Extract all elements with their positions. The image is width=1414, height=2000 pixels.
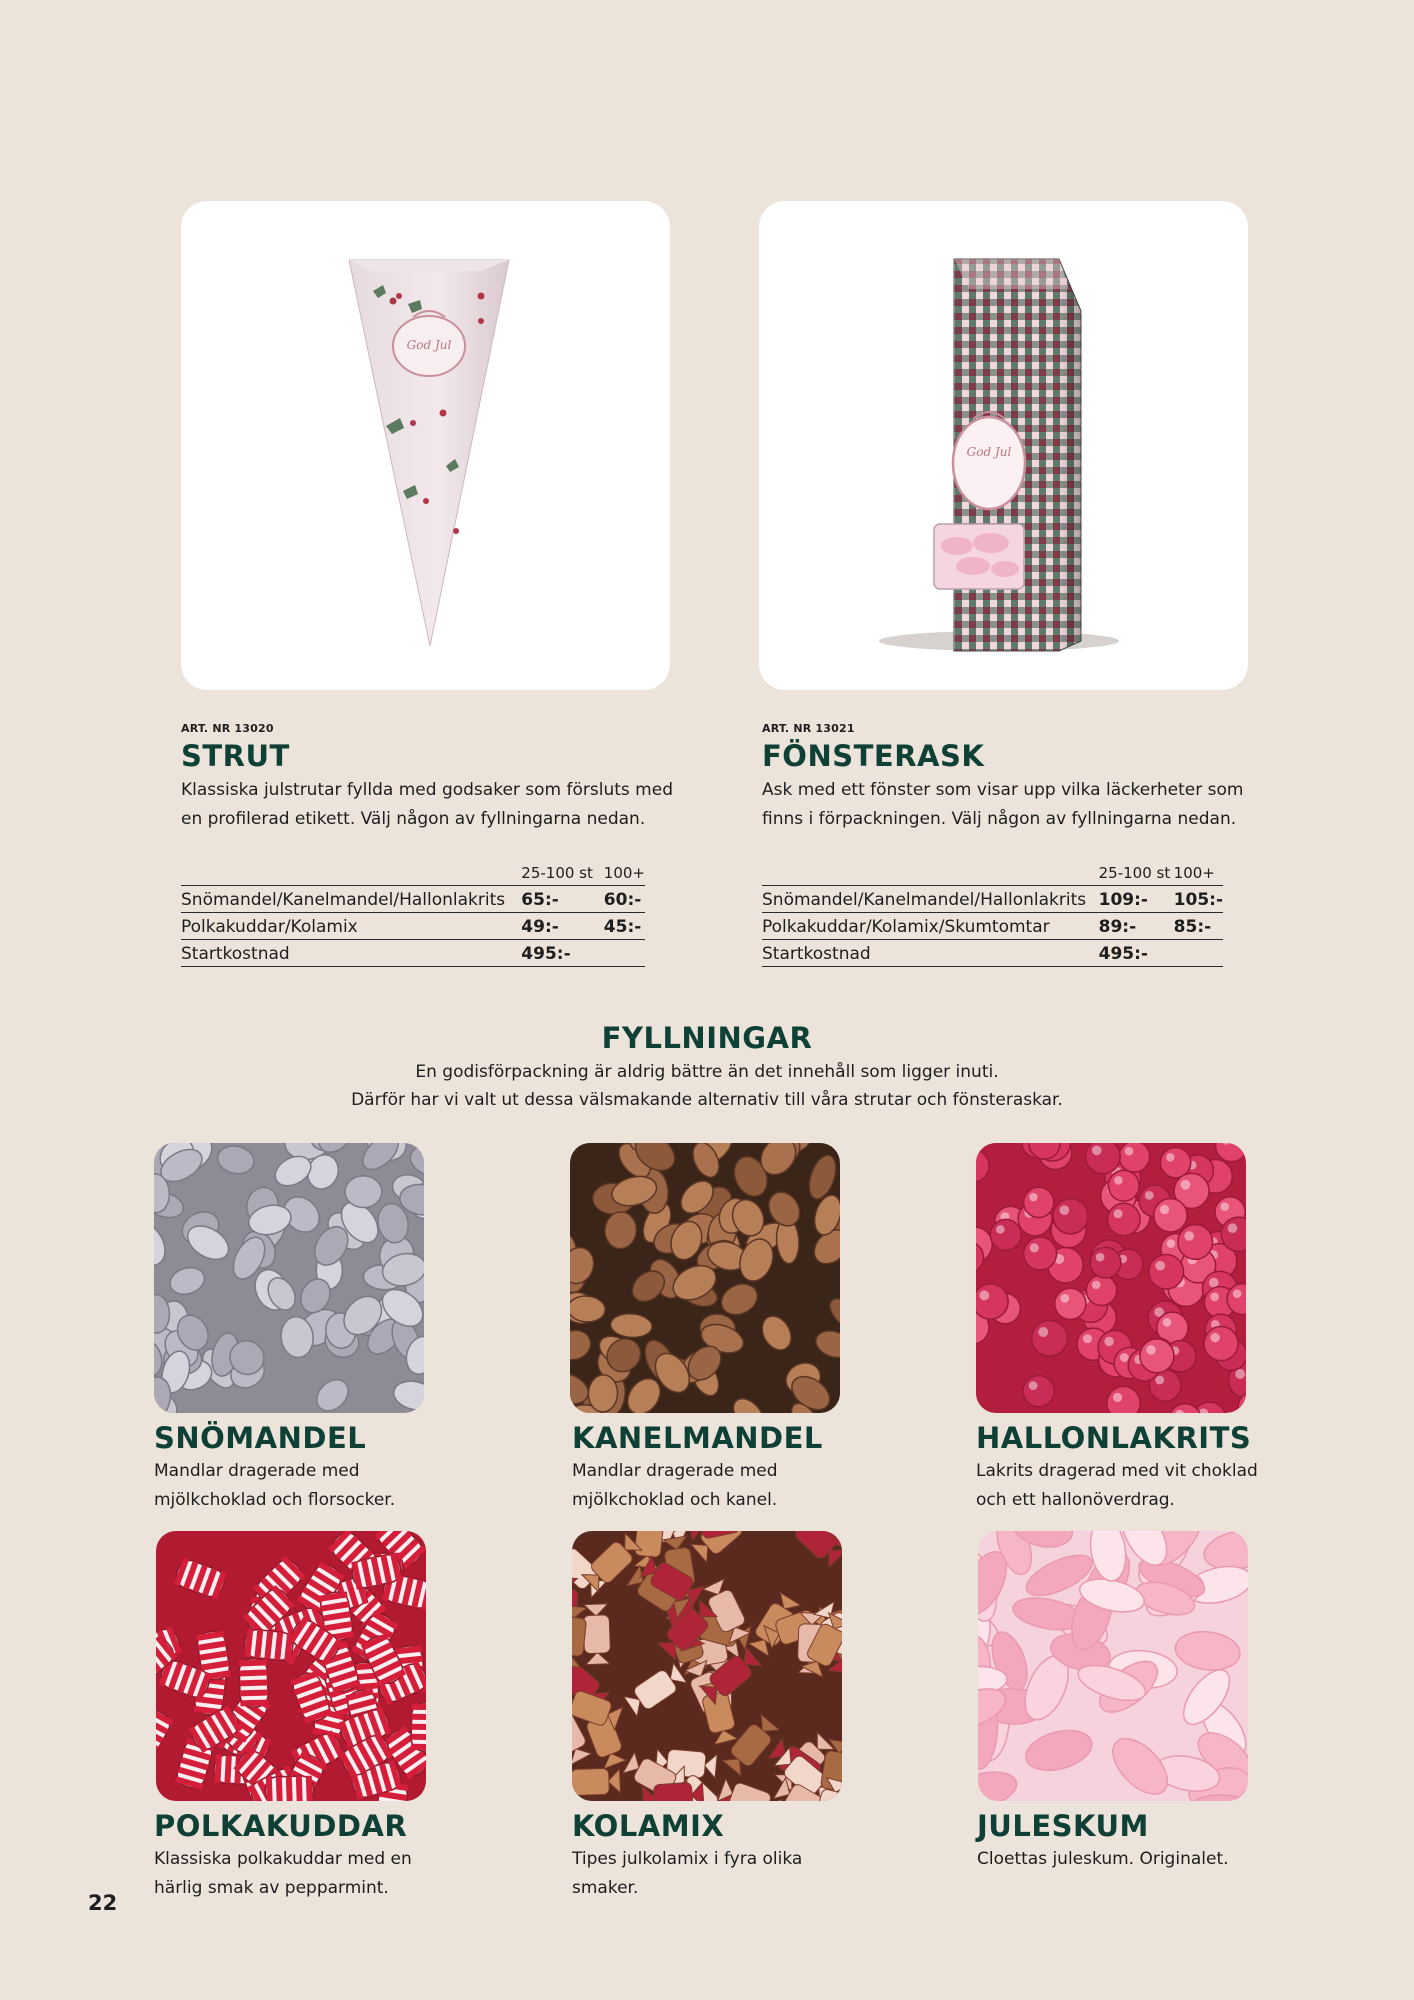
hallonlakrits-desc-line-2: och ett hallonöverdrag. (976, 1490, 1175, 1510)
price-row-name: Polkakuddar/Kolamix/Skumtomtar (762, 913, 1099, 940)
price-row-name: Snömandel/Kanelmandel/Hallonlakrits (762, 886, 1099, 913)
fonsterask-price-header-2: 100+ (1173, 864, 1215, 882)
juleskum-title: JULESKUM (977, 1809, 1149, 1843)
kolamix-photo (572, 1531, 842, 1801)
strut-image-card (181, 201, 670, 690)
price-row-name: Snömandel/Kanelmandel/Hallonlakrits (181, 886, 521, 913)
table-row (762, 886, 1223, 913)
hallonlakrits-title: HALLONLAKRITS (976, 1421, 1252, 1455)
snomandel-desc-line-2: mjölkchoklad och florsocker. (154, 1490, 396, 1510)
table-row (762, 913, 1223, 940)
table-row (762, 940, 1223, 967)
price-row-p1: 65:- (521, 886, 604, 913)
price-row-p2: 105:- (1174, 886, 1223, 913)
fonsterask-price-table (762, 864, 1223, 967)
price-row-name: Startkostnad (762, 940, 1099, 967)
price-row-p1: 495:- (1099, 940, 1174, 967)
snomandel-title: SNÖMANDEL (154, 1421, 367, 1455)
polkakuddar-title: POLKAKUDDAR (154, 1809, 408, 1843)
table-row (181, 886, 645, 913)
strut-label-text: God Jul (406, 338, 452, 352)
price-row-name: Polkakuddar/Kolamix (181, 913, 521, 940)
price-row-p1: 89:- (1099, 913, 1174, 940)
strut-price-table (181, 864, 645, 967)
strut-price-header-1: 25-100 st (521, 864, 593, 882)
fillings-section-title: FYLLNINGAR (601, 1021, 813, 1055)
polkakuddar-photo (156, 1531, 426, 1801)
fonsterask-art-nr: ART. NR 13021 (762, 722, 855, 735)
kolamix-desc-line-1: Tipes julkolamix i fyra olika (572, 1849, 803, 1869)
juleskum-photo (978, 1531, 1248, 1801)
table-row (181, 940, 645, 967)
fillings-intro-line-1: En godisförpackning är aldrig bättre än det innehåll som ligger inuti. (415, 1062, 999, 1082)
snomandel-photo (154, 1143, 424, 1413)
hallonlakrits-photo (976, 1143, 1246, 1413)
kanelmandel-desc-line-1: Mandlar dragerade med (572, 1461, 778, 1481)
price-row-p2 (1174, 940, 1223, 967)
kanelmandel-title: KANELMANDEL (572, 1421, 823, 1455)
polkakuddar-desc-line-2: härlig smak av pepparmint. (154, 1878, 389, 1898)
polkakuddar-desc-line-1: Klassiska polkakuddar med en (154, 1849, 412, 1869)
fonsterask-price-header-1: 25-100 st (1098, 864, 1171, 882)
fonsterask-title: FÖNSTERASK (762, 739, 985, 773)
fonsterask-box-image (759, 201, 1248, 690)
fonsterask-image-card (759, 201, 1248, 690)
price-row-p2: 45:- (604, 913, 645, 940)
fillings-intro-line-2: Därför har vi valt ut dessa välsmakande alternativ till våra strutar och fönsteraskar. (351, 1090, 1063, 1110)
page-number: 22 (88, 1891, 118, 1915)
hallonlakrits-desc-line-1: Lakrits dragerad med vit choklad (976, 1461, 1258, 1481)
strut-title: STRUT (181, 739, 290, 773)
price-row-p2 (604, 940, 645, 967)
strut-art-nr: ART. NR 13020 (181, 722, 274, 735)
price-row-p1: 495:- (521, 940, 604, 967)
table-row (181, 913, 645, 940)
price-row-p1: 109:- (1099, 886, 1174, 913)
price-row-name: Startkostnad (181, 940, 521, 967)
kolamix-title: KOLAMIX (572, 1809, 725, 1843)
kolamix-desc-line-2: smaker. (572, 1878, 639, 1898)
strut-price-header-2: 100+ (603, 864, 645, 882)
fonsterask-label-text: God Jul (966, 445, 1012, 459)
strut-description: Klassiska julstrutar fyllda med godsaker som försluts med en profilerad etikett. Välj någon av fyllningarna nedan. (181, 780, 673, 829)
snomandel-desc-line-1: Mandlar dragerade med (154, 1461, 360, 1481)
price-row-p2: 85:- (1174, 913, 1223, 940)
price-row-p1: 49:- (521, 913, 604, 940)
price-row-p2: 60:- (604, 886, 645, 913)
kanelmandel-desc-line-2: mjölkchoklad och kanel. (572, 1490, 778, 1510)
fonsterask-description: Ask med ett fönster som visar upp vilka läckerheter som finns i förpackningen. Välj någon av fyllningarna nedan. (762, 780, 1244, 829)
kanelmandel-photo (570, 1143, 840, 1413)
juleskum-desc-line-1: Cloettas juleskum. Originalet. (977, 1849, 1229, 1869)
strut-cone-image (181, 201, 670, 690)
